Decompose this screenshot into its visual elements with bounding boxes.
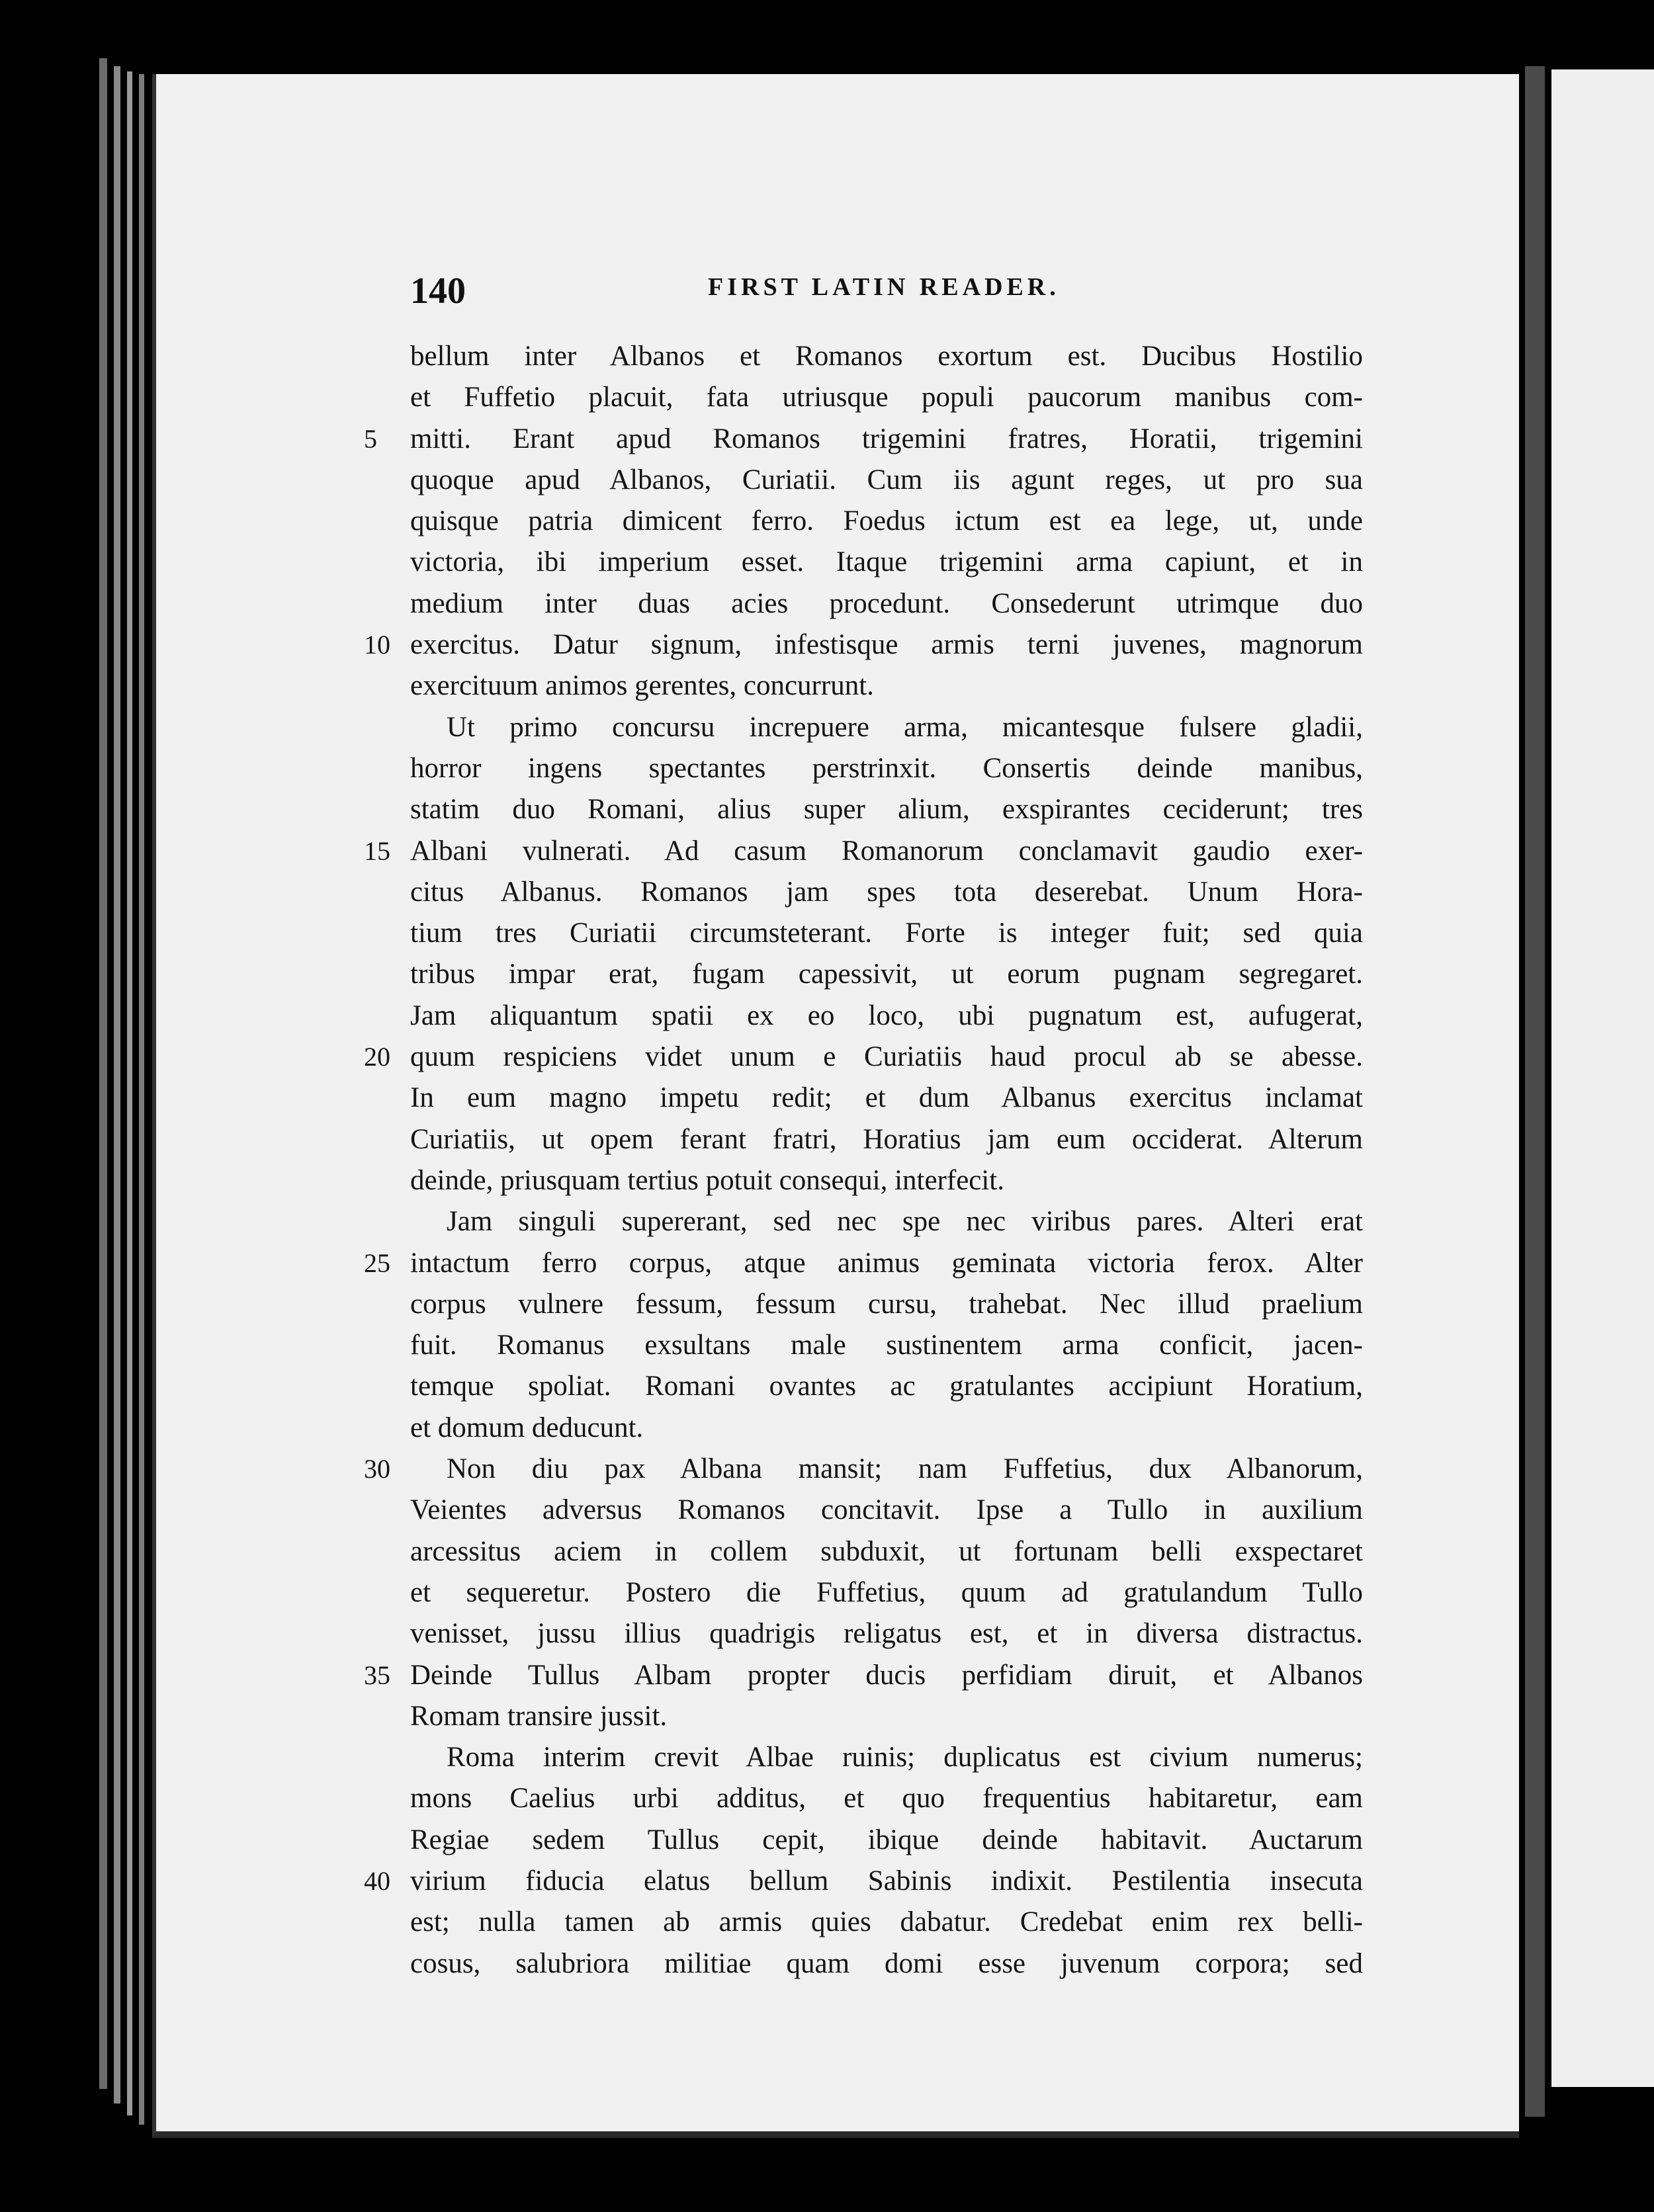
text-line: [410, 1408, 1363, 1449]
line-text: corpus vulnere fessum, fessum cursu, trahebat. Nec illud praelium: [410, 1288, 1363, 1320]
text-line: [364, 1655, 1363, 1696]
text-line: [410, 1201, 1363, 1242]
line-text: Ut primo concursu increpuere arma, micantesque fulsere gladii,: [447, 711, 1363, 743]
line-text: quoque apud Albanos, Curiatii. Cum iis agunt reges, ut pro sua: [410, 464, 1363, 495]
line-text: Roma interim crevit Albae ruinis; duplicatus est civium numerus;: [447, 1742, 1363, 1773]
text-line: [364, 624, 1363, 665]
text-line: [364, 831, 1363, 872]
line-text: et Fuffetio placuit, fata utriusque populi paucorum manibus com-: [410, 382, 1363, 413]
text-line: [410, 913, 1363, 954]
text-line: [410, 1902, 1363, 1943]
line-text: arcessitus aciem in collem subduxit, ut fortunam belli exspectaret: [410, 1535, 1363, 1567]
line-number: 40: [364, 1865, 390, 1896]
page-edge: [139, 74, 144, 2125]
text-line: [410, 1696, 1363, 1737]
text-line: [410, 1325, 1363, 1366]
page-edge: [99, 58, 107, 2089]
line-text: statim duo Romani, alius super alium, exspirantes ceciderunt; tres: [410, 794, 1363, 826]
line-text: Deinde Tullus Albam propter ducis perfidiam diruit, et Albanos: [410, 1659, 1363, 1691]
line-text: mons Caelius urbi additus, et quo frequentius habitaretur, eam: [410, 1783, 1363, 1814]
text-line: [410, 1737, 1363, 1778]
text-line: [410, 1366, 1363, 1407]
text-line: [410, 996, 1363, 1037]
line-number: 5: [364, 423, 377, 454]
line-number: 35: [364, 1660, 390, 1690]
text-line: [410, 460, 1363, 501]
text-line: [410, 377, 1363, 418]
text-line: [410, 1078, 1363, 1119]
line-text: tium tres Curiatii circumsteterant. Forte is integer fuit; sed quia: [410, 917, 1363, 949]
line-text: Regiae sedem Tullus cepit, ibique deinde habitavit. Auctarum: [410, 1824, 1363, 1855]
text-line: [410, 954, 1363, 995]
text-line: [410, 1943, 1363, 1984]
line-text: fuit. Romanus exsultans male sustinentem arma conficit, jacen-: [410, 1330, 1363, 1361]
text-line: [410, 1490, 1363, 1531]
text-line: [410, 1820, 1363, 1861]
body-text: [364, 336, 1363, 1984]
text-line: [410, 1119, 1363, 1160]
text-line: [410, 501, 1363, 542]
line-text: Curiatiis, ut opem ferant fratri, Horatius jam eum occiderat. Alterum: [410, 1123, 1363, 1155]
text-line: [410, 1160, 1363, 1201]
line-text: exercituum animos gerentes, concurrunt.: [410, 670, 874, 702]
text-line: [410, 1572, 1363, 1613]
line-text: Jam singuli supererant, sed nec spe nec viribus pares. Alteri erat: [447, 1206, 1363, 1238]
line-text: intactum ferro corpus, atque animus geminata victoria ferox. Alter: [410, 1247, 1363, 1279]
line-text: et domum deducunt.: [410, 1412, 644, 1443]
line-text: mitti. Erant apud Romanos trigemini fratres, Horatii, trigemini: [410, 423, 1363, 454]
line-text: tribus impar erat, fugam capessivit, ut eorum pugnam segregaret.: [410, 958, 1363, 990]
text-line: [410, 1778, 1363, 1819]
line-number: 10: [364, 630, 390, 660]
line-number: 25: [364, 1248, 390, 1278]
line-text: Jam aliquantum spatii ex eo loco, ubi pugnatum est, aufugerat,: [410, 1000, 1363, 1031]
line-number: 15: [364, 835, 390, 866]
line-text: quum respiciens videt unum e Curiatiis haud procul ab se abesse.: [410, 1041, 1363, 1073]
line-text: venisset, jussu illius quadrigis religatus est, et in diversa distractus.: [410, 1618, 1363, 1650]
line-text: victoria, ibi imperium esset. Itaque trigemini arma capiunt, et in: [410, 546, 1363, 578]
line-text: Albani vulnerati. Ad casum Romanorum conclamavit gaudio exer-: [410, 835, 1363, 867]
line-text: citus Albanus. Romanos jam spes tota deserebat. Unum Hora-: [410, 876, 1363, 908]
line-text: cosus, salubriora militiae quam domi esse juvenum corpora; sed: [410, 1947, 1363, 1979]
line-text: Veientes adversus Romanos concitavit. Ipse a Tullo in auxilium: [410, 1494, 1363, 1526]
line-number: 20: [364, 1042, 390, 1072]
line-text: bellum inter Albanos et Romanos exortum est. Ducibus Hostilio: [410, 341, 1363, 372]
text-line: [410, 542, 1363, 583]
line-text: est; nulla tamen ab armis quies dabatur. Credebat enim rex belli-: [410, 1906, 1363, 1938]
line-text: Non diu pax Albana mansit; nam Fuffetius, dux Albanorum,: [447, 1453, 1363, 1485]
line-text: temque spoliat. Romani ovantes ac gratulantes accipiunt Horatium,: [410, 1371, 1363, 1402]
text-line: [364, 1861, 1363, 1902]
line-text: horror ingens spectantes perstrinxit. Consertis deinde manibus,: [410, 752, 1363, 784]
line-text: quisque patria dimicent ferro. Foedus ictum est ea lege, ut, unde: [410, 505, 1363, 537]
line-text: deinde, priusquam tertius potuit consequi, interfecit.: [410, 1164, 1005, 1196]
line-text: medium inter duas acies procedunt. Consederunt utrimque duo: [410, 587, 1363, 619]
text-line: [410, 336, 1363, 377]
line-text: et sequeretur. Postero die Fuffetius, quum ad gratulandum Tullo: [410, 1576, 1363, 1608]
text-line: [410, 665, 1363, 706]
line-text: exercitus. Datur signum, infestisque armis terni juvenes, magnorum: [410, 629, 1363, 661]
text-line: [364, 1243, 1363, 1284]
text-line: [364, 1037, 1363, 1078]
text-line: [364, 1449, 1363, 1490]
text-line: [410, 748, 1363, 789]
text-line: [410, 872, 1363, 913]
text-line: [410, 789, 1363, 830]
line-text: Romam transire jussit.: [410, 1700, 668, 1732]
page-edge: [114, 66, 120, 2104]
text-line: [410, 707, 1363, 748]
running-title: FIRST LATIN READER.: [708, 273, 1060, 301]
line-text: In eum magno impetu redit; et dum Albanus exercitus inclamat: [410, 1082, 1363, 1114]
text-line: [410, 1284, 1363, 1325]
text-line: [364, 419, 1363, 460]
line-text: virium fiducia elatus bellum Sabinis indixit. Pestilentia insecuta: [410, 1865, 1363, 1896]
page-number: 140: [410, 271, 466, 312]
facing-page-edge: [1551, 69, 1654, 2087]
line-number: 30: [364, 1454, 390, 1484]
text-line: [410, 583, 1363, 624]
book-gutter: [1525, 66, 1545, 2117]
text-line: [410, 1613, 1363, 1654]
text-line: [410, 1531, 1363, 1572]
page-edge: [127, 71, 132, 2115]
